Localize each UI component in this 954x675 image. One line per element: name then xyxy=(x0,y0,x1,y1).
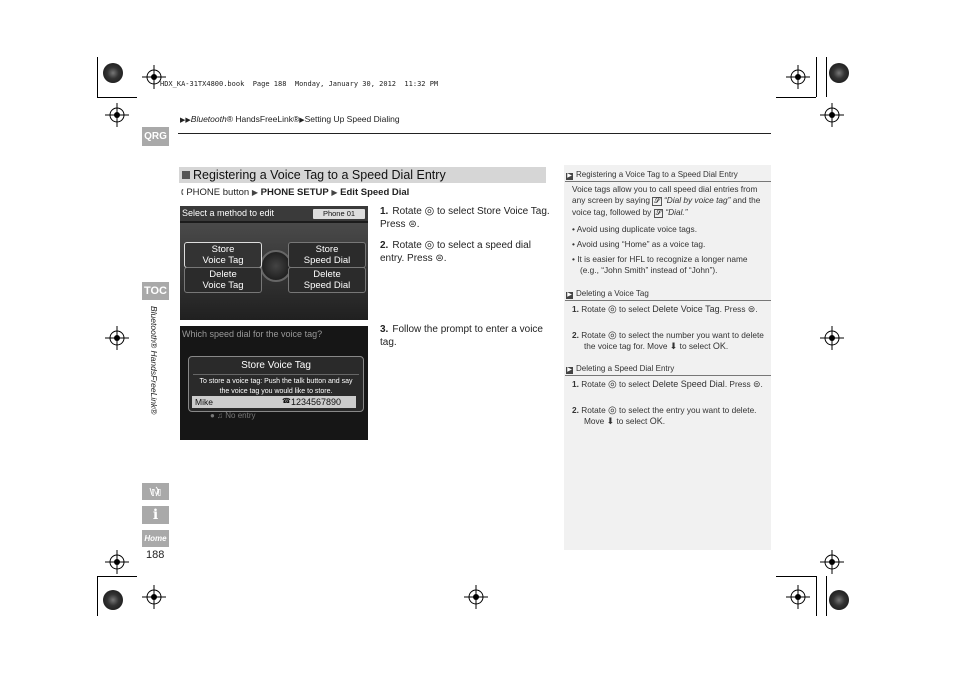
registration-dot xyxy=(103,63,123,83)
phone-icon: ☎ xyxy=(282,398,291,405)
delete-speed-dial-button[interactable] xyxy=(288,267,366,293)
nav-screen-select-method xyxy=(180,206,368,320)
crop-mark xyxy=(776,97,816,98)
crop-mark xyxy=(97,57,98,97)
interface-dial-icon: ◎ xyxy=(608,304,617,315)
note-heading-delete-voice-tag xyxy=(565,287,771,301)
interface-dial-icon: ◎ xyxy=(608,330,617,341)
registration-mark-icon xyxy=(786,585,810,609)
note-text: Rotate xyxy=(581,304,606,314)
note-text: to select the number you want to delete the voice tag for. Move xyxy=(584,330,764,351)
btn-label: Store Voice Tag xyxy=(202,244,244,266)
entry-number: 1234567890 xyxy=(291,397,342,407)
talk-button-icon: 𝓢 xyxy=(654,198,660,205)
note-arrow-icon: ▶ xyxy=(567,367,572,373)
vertical-section-label-wrap xyxy=(145,306,159,426)
enter-button-icon: ⊜ xyxy=(752,379,761,389)
crop-mark xyxy=(97,576,98,616)
btn-label: Store Speed Dial xyxy=(303,244,351,266)
store-voice-tag-button[interactable] xyxy=(184,242,262,268)
step-bold: Store Voice Tag xyxy=(477,206,547,217)
section-square-icon xyxy=(182,171,190,179)
note-heading-delete-speed-dial xyxy=(565,362,771,376)
step-text: Follow the prompt to enter a voice tag. xyxy=(380,324,543,348)
step-text: to select xyxy=(436,206,475,217)
note-step: 2. Rotate ◎ to select the entry you want to delete. Move ⬇ to select OK. xyxy=(572,405,757,426)
step-text: . Press xyxy=(380,206,550,230)
note-heading-text: Registering a Voice Tag to a Speed Dial Entry xyxy=(576,170,738,179)
step-text: Rotate xyxy=(392,206,422,217)
screen-title: Which speed dial for the voice tag? xyxy=(182,329,323,339)
step-number: 1. xyxy=(380,206,389,217)
interface-dial-icon: ◎ xyxy=(424,205,435,217)
note-text: to select xyxy=(619,379,650,389)
crop-mark xyxy=(826,576,827,616)
note-text: Rotate xyxy=(581,330,606,340)
bullet-text: It is easier for HFL to recognize a longer name (e.g., “John Smith” instead of “John”). xyxy=(577,254,748,275)
note-quote: “Dial by voice tag” xyxy=(664,195,731,205)
crop-mark xyxy=(776,576,816,577)
note-intro xyxy=(572,184,767,219)
path-prefix: PHONE button xyxy=(186,187,250,198)
note-heading-text: Deleting a Speed Dial Entry xyxy=(576,364,675,373)
note-text: to select xyxy=(679,341,711,351)
note-bold: OK xyxy=(712,341,726,351)
empty-entry xyxy=(210,411,256,420)
notes-panel xyxy=(564,165,771,550)
step-1: 1. Rotate ◎ to select Store Voice Tag. Press ⊜. xyxy=(380,205,550,230)
note-bullet: • Avoid using duplicate voice tags. xyxy=(572,224,697,234)
note-step: 1. Rotate ◎ to select Delete Speed Dial. Press ⊜. xyxy=(572,379,763,390)
note-quote: “Dial.” xyxy=(665,207,688,217)
path-arrow: ▶ xyxy=(251,188,258,197)
note-bold: Delete Voice Tag xyxy=(652,304,720,314)
info-icon[interactable]: i xyxy=(142,506,169,524)
note-text: . Press xyxy=(719,304,746,314)
breadcrumb-current: Setting Up Speed Dialing xyxy=(304,114,400,124)
registration-mark-icon xyxy=(820,103,844,127)
nav-screen-voice-tag xyxy=(180,326,368,440)
step-3 xyxy=(380,323,550,349)
step-number: 2. xyxy=(380,240,389,251)
entry-name: Mike xyxy=(195,397,213,407)
btn-label: Delete Voice Tag xyxy=(202,269,244,291)
registration-dot xyxy=(829,63,849,83)
registration-mark-icon xyxy=(105,326,129,350)
step-2 xyxy=(380,239,550,265)
note-arrow-icon: ▶ xyxy=(567,292,572,298)
step-text: . xyxy=(443,253,447,264)
svg-text:𝕄: 𝕄 xyxy=(151,488,162,499)
registration-dot xyxy=(829,590,849,610)
menu-path xyxy=(181,187,409,198)
note-text: Rotate xyxy=(581,379,606,389)
note-bold: OK xyxy=(649,416,663,426)
note-heading-text: Deleting a Voice Tag xyxy=(576,289,649,298)
path-arrow: ▶ xyxy=(331,188,338,197)
registration-mark-icon xyxy=(464,585,488,609)
path-edit-speed-dial: Edit Speed Dial xyxy=(340,187,410,198)
note-text: to select xyxy=(616,416,648,426)
note-bold: Delete Speed Dial xyxy=(652,379,725,389)
note-heading-register xyxy=(565,168,771,182)
breadcrumb-sep: ▶ xyxy=(299,117,305,124)
vertical-section-label: Bluetooth® HandsFreeLink® xyxy=(149,306,159,415)
interface-dial-icon: ◎ xyxy=(424,239,435,251)
enter-button-icon: ⊜ xyxy=(435,253,444,264)
breadcrumb-arrows: ▶▶ xyxy=(180,117,191,124)
page-number: 188 xyxy=(146,549,165,561)
btn-label: Delete Speed Dial xyxy=(303,269,351,291)
registration-mark-icon xyxy=(105,103,129,127)
qrg-button[interactable]: QRG xyxy=(142,127,169,146)
bullet-text: Avoid using duplicate voice tags. xyxy=(576,224,697,234)
crop-mark xyxy=(826,57,827,97)
note-text: and the voice tag, followed by xyxy=(572,195,761,217)
header-rule xyxy=(178,133,771,134)
toc-button[interactable]: TOC xyxy=(142,282,169,300)
store-speed-dial-button[interactable] xyxy=(288,242,366,268)
step-text: Rotate xyxy=(392,240,422,251)
registration-mark-icon xyxy=(142,585,166,609)
interface-dial-icon: ◎ xyxy=(608,405,617,416)
enter-button-icon: ⊜ xyxy=(747,304,756,314)
home-button[interactable]: Home xyxy=(142,530,169,547)
dialog-rule xyxy=(193,374,359,375)
phone-button-icon: 🕻 xyxy=(181,187,184,197)
dialog-title: Store Voice Tag xyxy=(241,360,311,371)
interface-dial-icon: ◎ xyxy=(608,379,617,390)
print-header-stamp: HDX_KA-31TX4800.book Page 188 Monday, January 30, 2012 11:32 PM xyxy=(160,80,439,88)
speed-dial-entry-row[interactable] xyxy=(192,396,356,408)
note-step: 1. Rotate ◎ to select Delete Voice Tag. Press ⊜. xyxy=(572,304,758,315)
voice-command-icon[interactable] xyxy=(142,483,169,500)
step-number: 3. xyxy=(380,324,389,335)
phone-tag: Phone 01 xyxy=(313,209,365,219)
move-down-icon: ⬇ xyxy=(669,341,678,351)
bullet-text: Avoid using “Home” as a voice tag. xyxy=(576,239,706,249)
note-text: Voice tags allow you to call speed dial entries from any screen by saying xyxy=(572,184,758,205)
note-text: Rotate xyxy=(581,405,606,415)
note-text: to select the entry you want to delete. Move xyxy=(584,405,757,426)
note-bullet: • Avoid using “Home” as a voice tag. xyxy=(572,239,706,249)
step-text: to select a speed dial entry. Press xyxy=(380,240,531,264)
crop-mark xyxy=(816,57,817,97)
registration-mark-icon xyxy=(820,550,844,574)
move-down-icon: ⬇ xyxy=(606,416,615,426)
path-phone-setup: PHONE SETUP xyxy=(260,187,329,198)
empty-entry-label: No entry xyxy=(225,411,256,420)
note-arrow-icon: ▶ xyxy=(567,173,572,179)
screen-title: Select a method to edit xyxy=(182,208,275,218)
registration-dot xyxy=(103,590,123,610)
registration-mark-icon xyxy=(105,550,129,574)
registration-mark-icon xyxy=(820,326,844,350)
section-title: Registering a Voice Tag to a Speed Dial Entry xyxy=(193,168,446,182)
delete-voice-tag-button[interactable] xyxy=(184,267,262,293)
crop-mark xyxy=(97,576,137,577)
section-header xyxy=(179,167,546,183)
dialog-message: To store a voice tag: Push the talk button and say the voice tag you would like to store. xyxy=(199,378,353,395)
note-bullet: • It is easier for HFL to recognize a longer name (e.g., “John Smith” instead of “John”). xyxy=(572,254,748,275)
breadcrumb-hfl[interactable]: ® HandsFreeLink® xyxy=(226,114,300,124)
enter-button-icon: ⊜ xyxy=(408,219,417,230)
breadcrumb xyxy=(180,114,400,124)
talk-button-icon: 𝓢 xyxy=(655,210,662,217)
registration-mark-icon xyxy=(786,65,810,89)
note-step: 2. Rotate ◎ to select the number you want to delete the voice tag for. Move ⬇ to select OK. xyxy=(572,330,764,351)
empty-entry-icon: ● ♫ xyxy=(210,411,226,420)
crop-mark xyxy=(97,97,137,98)
breadcrumb-bluetooth[interactable]: Bluetooth xyxy=(190,114,227,124)
crop-mark xyxy=(816,576,817,616)
note-text: . Press xyxy=(724,379,751,389)
note-text: to select xyxy=(619,304,650,314)
